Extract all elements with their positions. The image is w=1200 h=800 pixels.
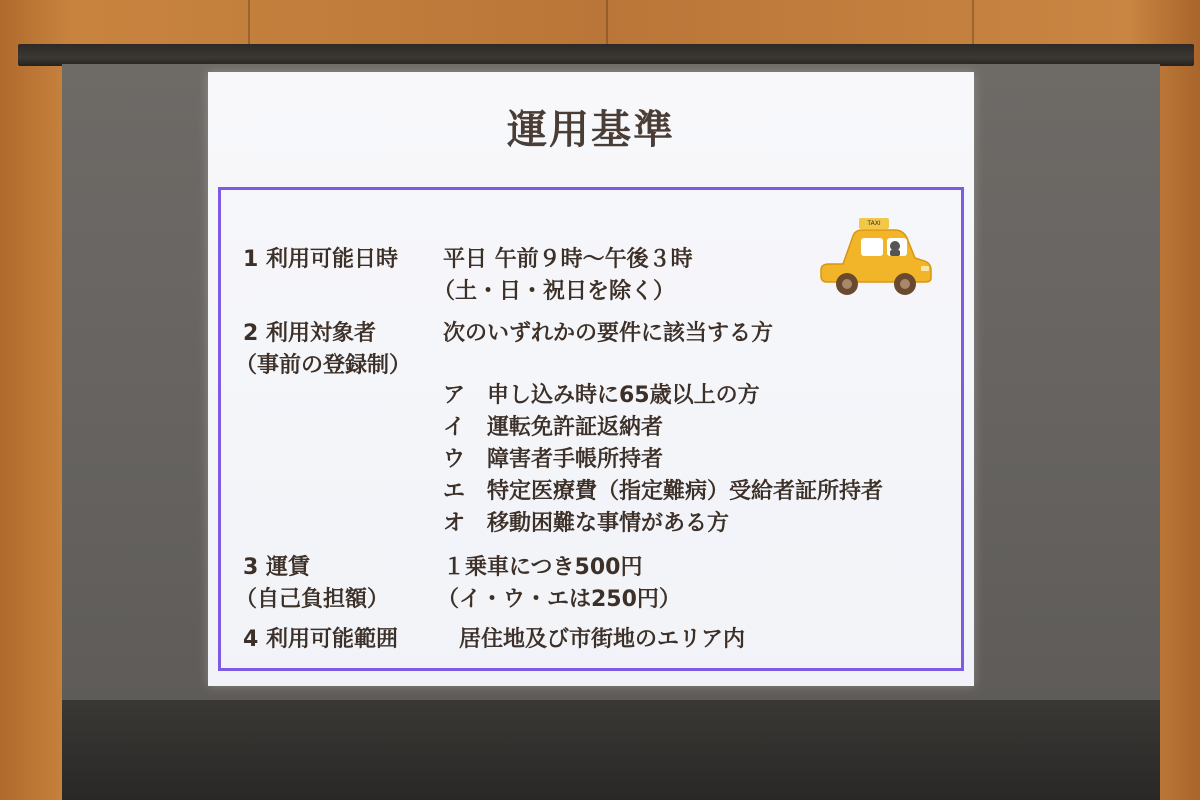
row-label: 4 利用可能範囲 (243, 627, 398, 652)
criteria-row-2 (221, 316, 961, 378)
row-value: 次のいずれかの要件に該当する方 (443, 321, 774, 346)
taxi-icon (817, 218, 935, 298)
list-item-mark: イ (443, 415, 466, 440)
row-label: 2 利用対象者 (243, 321, 376, 346)
list-item-text: 障害者手帳所持者 (487, 447, 664, 472)
row-label-sub: （自己負担額） (235, 587, 390, 612)
row-label: 3 運賃 (243, 555, 310, 580)
row-value: （土・日・祝日を除く） (433, 279, 676, 304)
row-value: （イ・ウ・エは250円） (437, 587, 681, 612)
taxi-car-shape (817, 218, 935, 298)
criteria-row-3 (221, 550, 961, 612)
list-item-mark: ウ (443, 447, 466, 472)
list-item-mark: エ (443, 479, 466, 504)
row-value: 平日 午前９時～午後３時 (443, 247, 693, 272)
row-value: １乗車につき500円 (443, 555, 643, 580)
projector-screen-bar (18, 44, 1194, 66)
row-label: 1 利用可能日時 (243, 247, 398, 272)
content-frame (218, 187, 964, 671)
slide-title: 運用基準 (507, 107, 675, 153)
row-label-sub: （事前の登録制） (235, 353, 412, 378)
criteria-row-4 (221, 622, 961, 654)
list-item-mark: オ (443, 511, 466, 536)
taxi-sign: TAXI (859, 218, 889, 229)
list-item-text: 特定医療費（指定難病）受給者証所持者 (487, 479, 884, 504)
list-item-mark: ア (443, 383, 466, 408)
list-item-text: 運転免許証返納者 (487, 415, 664, 440)
row-value: 居住地及び市街地のエリア内 (459, 627, 746, 652)
list-item-text: 移動困難な事情がある方 (487, 511, 730, 536)
list-item-text: 申し込み時に65歳以上の方 (487, 383, 760, 408)
presentation-slide (208, 72, 974, 686)
projector-screen-bottom (62, 700, 1160, 800)
